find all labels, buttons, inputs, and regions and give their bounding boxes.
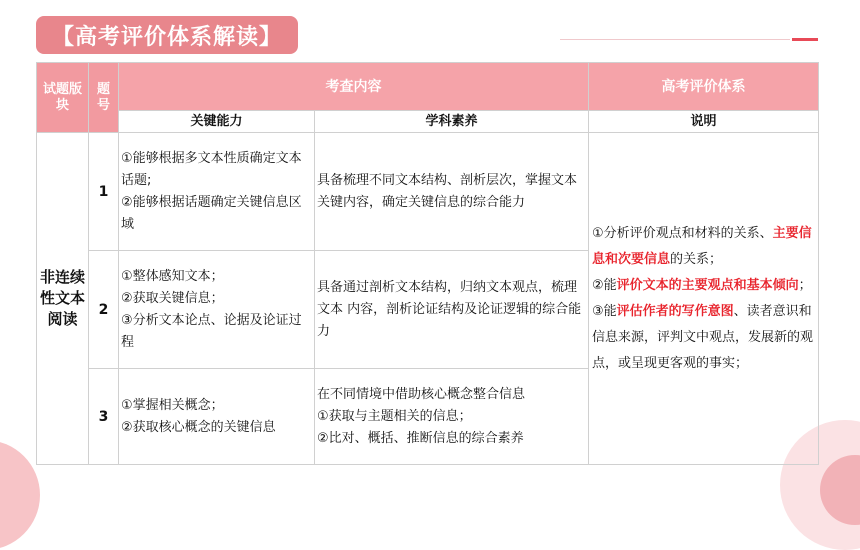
literacy-cell: 具备梳理不同文本结构、剖析层次，掌握文本关键内容，确定关键信息的综合能力 <box>315 133 589 251</box>
ability-cell <box>119 369 315 465</box>
literacy-item: 在不同情境中借助核心概念整合信息 <box>317 386 526 402</box>
note-emphasis: 主要信息和次要信息 <box>592 225 812 267</box>
ability-item: ①掌握相关概念； <box>121 397 224 413</box>
row-number: 2 <box>89 251 119 369</box>
note-cell <box>589 133 819 465</box>
literacy-cell: 具备通过剖析文本结构，归纳文本观点，梳理文本 内容，剖析论证结构及论证逻辑的综合能力 <box>315 251 589 369</box>
table-row <box>37 133 819 251</box>
evaluation-table <box>36 62 819 465</box>
subheader-note: 说明 <box>589 111 819 133</box>
title-rule-accent <box>792 38 818 41</box>
ability-item: ①整体感知文本； <box>121 268 224 284</box>
header-system: 高考评价体系 <box>589 63 819 111</box>
ability-cell <box>119 251 315 369</box>
subheader-literacy: 学科素养 <box>315 111 589 133</box>
note-text: ①分析评价观点和材料的关系、 <box>592 225 773 241</box>
note-emphasis: 评估作者的写作意图 <box>616 303 734 319</box>
row-number: 1 <box>89 133 119 251</box>
note-text: ②能 <box>592 277 617 293</box>
header-block: 试题版块 <box>37 63 89 133</box>
ability-item: ②获取关键信息； <box>121 290 224 306</box>
ability-item: ②获取核心概念的关键信息 <box>121 419 276 435</box>
note-text: 的关系； <box>670 251 723 267</box>
literacy-item: ①获取与主题相关的信息； <box>317 408 472 424</box>
row-number: 3 <box>89 369 119 465</box>
note-emphasis: 评价文本的主要观点和基本倾向 <box>616 277 799 293</box>
literacy-item: ②比对、概括、推断信息的综合素养 <box>317 430 524 446</box>
header-content: 考查内容 <box>119 63 589 111</box>
note-text: ； <box>798 277 812 293</box>
note-text: 、读者意识和信息来源，评判文中观点，发展新的观点，或呈现更客观的事实； <box>592 303 814 371</box>
header-number: 题号 <box>89 63 119 133</box>
section-label: 非连续性文本阅读 <box>37 133 89 465</box>
note-paragraph-3 <box>592 299 815 377</box>
ability-cell <box>119 133 315 251</box>
decor-circle-left <box>0 440 40 550</box>
page-title: 【高考评价体系解读】 <box>36 16 298 54</box>
note-paragraph-1 <box>592 221 815 273</box>
ability-item: ②能够根据话题确定关键信息区域 <box>121 194 302 232</box>
note-paragraph-2 <box>592 273 815 299</box>
literacy-cell <box>315 369 589 465</box>
ability-item: ③分析文本论点、论据及论证过程 <box>121 312 302 350</box>
note-text: ③能 <box>592 303 617 319</box>
ability-item: ①能够根据多文本性质确定文本话题; <box>121 150 302 188</box>
title-rule <box>560 39 790 40</box>
subheader-ability: 关键能力 <box>119 111 315 133</box>
